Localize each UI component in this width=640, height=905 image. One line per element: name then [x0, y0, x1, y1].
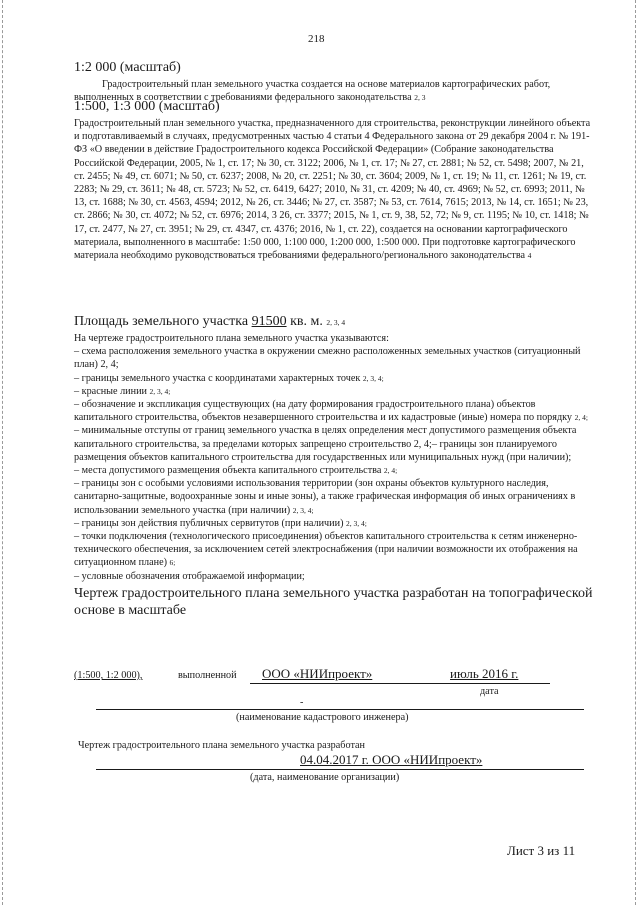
right-page-edge: [635, 0, 637, 905]
area-refs: 2, 3, 4: [326, 318, 346, 327]
developed-label: Чертеж градостроительного плана земельного участка разработан: [78, 740, 365, 751]
list-item: – красные линии 2, 3, 4;: [74, 385, 171, 397]
engineer-dash: -: [300, 697, 304, 708]
page-number: 218: [308, 33, 325, 45]
topo-underline: [250, 683, 550, 684]
scale-1-refs: 2, 3: [414, 93, 426, 103]
topo-date: июль 2016 г.: [450, 666, 519, 681]
area-unit: кв. м.: [290, 314, 323, 329]
engineer-caption: (наименование кадастрового инженера): [236, 712, 409, 723]
developed-line: [96, 769, 584, 770]
scale-section-1: [74, 60, 594, 104]
scale-1-title: 1:2 000 (масштаб): [74, 60, 181, 75]
list-item: – минимальные отступы от границ земельного участка в целях определения мест допустимого размещения объекта капитального строительства, за пределами которых запрещено строительство 2, 4;– границы зон планируемого размещения объектов капитального строительства для государственных или муниципальных нужд (при наличии);: [74, 425, 577, 463]
list-item: – точки подключения (технологического присоединения) объектов капитального строительства к сетям инженерно-технического обеспечения, за исключением сетей электроснабжения (при наличии возможности их отображения на ситуационном плане) 6;: [74, 531, 578, 569]
sheet-label: Лист 3 из 11: [507, 843, 576, 858]
developed-caption: (дата, наименование организации): [250, 772, 400, 783]
engineer-line: [96, 709, 584, 710]
scale-2-refs: 4: [527, 251, 532, 261]
drawing-intro: На чертеже градостроительного плана земельного участка указываются:: [74, 333, 389, 344]
topo-heading: Чертеж градостроительного плана земельного участка разработан на топографической основе в масштабе: [74, 585, 593, 618]
scale-1-text: Градостроительный план земельного участка создается на основе материалов картографических работ, выполненных в соответствии с требованиями федерального законодательства 2, 3: [74, 79, 551, 104]
list-item: – границы зон действия публичных сервитутов (при наличии) 2, 3, 4;: [74, 517, 367, 529]
scale-2-text: Градостроительный план земельного участка, предназначенного для строительства, реконструкции линейного объекта и подготавливаемый в случаях, предусмотренных частью 4 статьи 4 Федерального закона от 29 декабря 2004 г. № 191-ФЗ «О введении в действие Градостроительного кодекса Российской Федерации» (Собрание законодательства Российской Федерации, 2005, № 1, ст. 17; № 30, ст. 3122; 2006, № 1, ст. 17; № 27, ст. 2881; № 52, ст. 5498; 2007, № 21, ст. 2455; № 49, ст. 6071; № 50, ст. 6237; 2008, № 20, ст. 2251; № 30, ст. 3604; 2009, № 1, ст. 19; № 11, ст. 1261; № 19, ст. 2283; № 29, ст. 3611; № 48, ст. 5723; № 52, ст. 6419, 6427; 2010, № 31, ст. 4209; № 40, ст. 4969; № 52, ст. 6993; 2011, № 13, ст. 1688; № 30, ст. 4563, 4594; 2012, № 26, ст. 3446; № 27, ст. 3587; № 53, ст. 7614, 7615; 2013, № 14, ст. 1651; № 23, ст. 2866; № 30, ст. 4072; № 52, ст. 6976; 2014, 3 26, ст. 3377; 2015, № 1, ст. 9, 38, 52, 72; № 9, ст. 1195; № 10, ст. 1418; № 17, ст. 2477, № 27, ст. 3951; № 29, ст. 4347, ст. 4376; 2016, № 1, ст. 22), создается на основании картографического материала, выполненного в масштабе: 1:50 000, 1:100 000, 1:200 000, 1:500 000. При подготовке картографического материала необходимо руководствоваться требованиями федерального/регионального законодательства 4: [74, 118, 591, 262]
drawing-items-list: [74, 345, 594, 583]
list-item: – обозначение и экспликация существующих (на дату формирования градостроительного плана) объектов капитального строительства, объектов незавершенного строительства и их кадастровые (иные) номера по порядку 2, 4;: [74, 399, 588, 424]
topo-scale: (1:500, 1:2 000),: [74, 670, 143, 681]
developed-value: 04.04.2017 г. ООО «НИИпроект»: [300, 752, 483, 767]
topo-date-caption: дата: [480, 686, 499, 697]
topo-done-label: выполненной: [178, 670, 237, 681]
left-page-edge: [2, 0, 4, 905]
list-item: – границы земельного участка с координатами характерных точек 2, 3, 4;: [74, 372, 384, 384]
area-line: [74, 313, 594, 331]
scale-section-2: [74, 99, 594, 262]
list-item: – условные обозначения отображаемой информации;: [74, 570, 305, 582]
topo-org: ООО «НИИпроект»: [262, 666, 373, 681]
area-label: Площадь земельного участка: [74, 314, 249, 329]
list-item: – места допустимого размещения объекта капитального строительства 2, 4;: [74, 465, 398, 477]
area-value: 91500: [251, 314, 287, 329]
list-item: – границы зон с особыми условиями использования территории (зон охраны объектов культурного наследия, санитарно-защитные, водоохранные зоны и иные зоны), а также графическая информация об иных ограничениях в использовании земельного участка (при наличии) 2, 3, 4;: [74, 478, 576, 516]
list-item: – схема расположения земельного участка в окружении смежно расположенных земельных участков (ситуационный план) 2, 4;: [74, 346, 581, 371]
scale-2-title: 1:500, 1:3 000 (масштаб): [74, 99, 220, 114]
area-section: [74, 313, 594, 619]
